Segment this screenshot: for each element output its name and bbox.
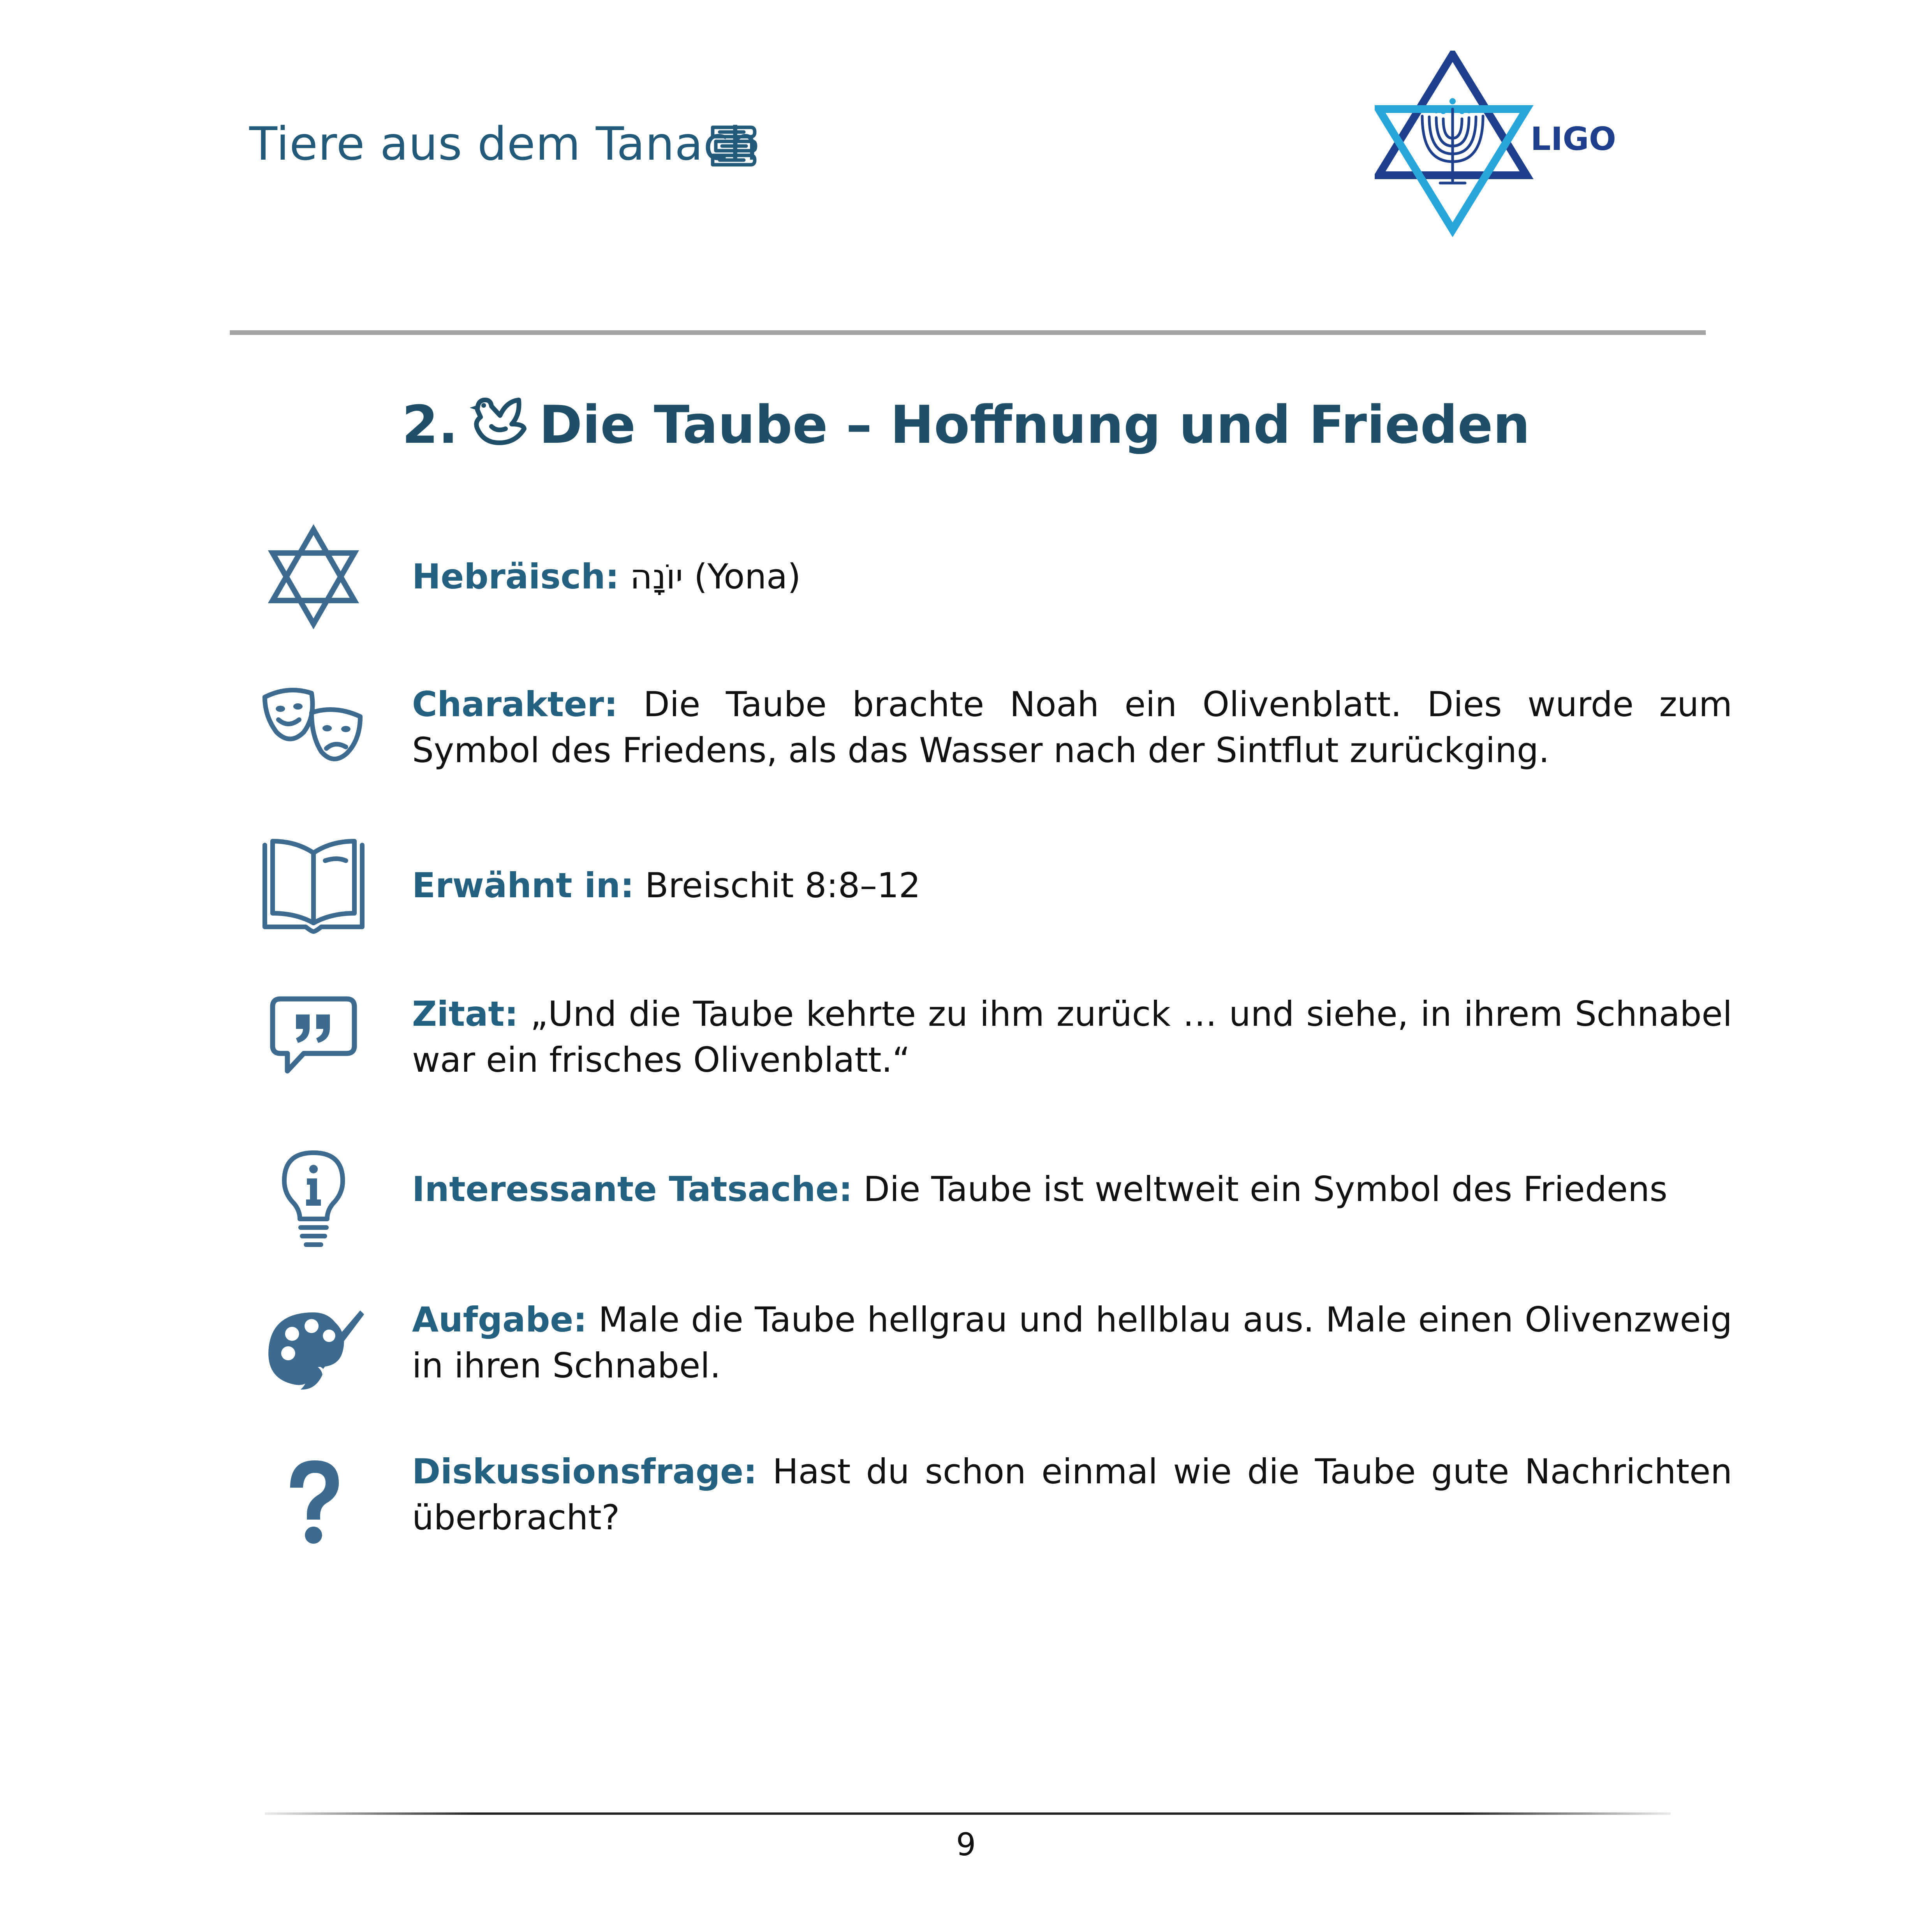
row-character <box>412 682 1732 773</box>
dove-icon <box>466 391 528 450</box>
row-fact <box>412 1166 1732 1212</box>
heading-number: 2. <box>402 395 458 455</box>
label-character: Charakter: <box>412 684 618 724</box>
label-quote: Zitat: <box>412 994 518 1034</box>
page-title <box>0 391 1932 455</box>
row-hebrew <box>412 554 1732 600</box>
logo-text: LIGO <box>1530 121 1616 158</box>
label-task: Aufgabe: <box>412 1300 587 1340</box>
row-discussion <box>412 1449 1732 1541</box>
label-mentioned: Erwähnt in: <box>412 865 634 905</box>
palette-icon <box>257 1297 370 1410</box>
lightbulb-info-icon <box>257 1145 370 1258</box>
header-title: Tiere aus dem Tanach <box>249 117 759 171</box>
discussion-text: Hast du schon einmal wie die Taube gute Nachrichten überbracht? <box>412 1451 1732 1537</box>
question-mark-icon <box>257 1445 370 1558</box>
ligo-logo <box>1375 51 1616 238</box>
row-task <box>412 1297 1732 1389</box>
theater-masks-icon <box>257 674 370 787</box>
top-divider <box>230 330 1706 335</box>
character-text: Die Taube brachte Noah ein Olivenblatt. Dies wurde zum Symbol des Friedens, als das Wasser nach der Sintflut zurückging. <box>412 684 1732 770</box>
label-hebrew: Hebräisch: <box>412 557 619 597</box>
row-mentioned <box>412 863 1732 909</box>
heading-text: Die Taube – Hoffnung und Frieden <box>539 395 1530 455</box>
label-fact: Interessante Tatsache: <box>412 1169 852 1209</box>
hebrew-transliteration: (Yona) <box>683 557 801 597</box>
task-text: Male die Taube hellgrau und hellblau aus. Male einen Olivenzweig in ihren Schnabel. <box>412 1300 1732 1386</box>
open-book-icon <box>257 830 370 942</box>
footer-divider <box>265 1812 1671 1815</box>
label-discussion: Diskussionsfrage: <box>412 1451 757 1492</box>
fact-text: Die Taube ist weltweit ein Symbol des Friedens <box>852 1169 1668 1209</box>
hebrew-word: יוֹנָה <box>630 557 683 597</box>
quote-text: „Und die Taube kehrte zu ihm zurück … und siehe, in ihrem Schnabel war ein frisches Olivenblatt.“ <box>412 994 1732 1080</box>
star-of-david-icon <box>257 522 370 635</box>
row-quote <box>412 991 1732 1083</box>
mentioned-text: Breischit 8:8–12 <box>634 865 921 905</box>
quote-bubble-icon <box>257 981 370 1094</box>
books-icon <box>709 123 757 173</box>
page-number: 9 <box>956 1826 976 1863</box>
